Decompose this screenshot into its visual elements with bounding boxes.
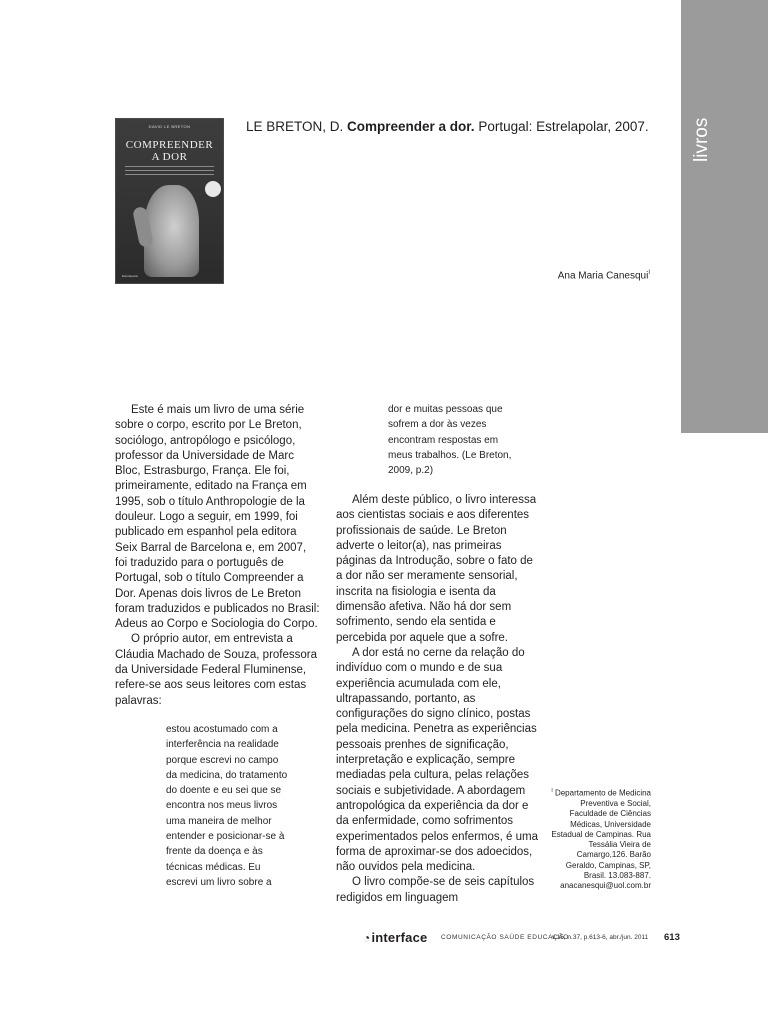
section-tab xyxy=(681,0,768,433)
book-cover-image xyxy=(115,118,224,284)
journal-logo: ◔interface xyxy=(363,930,428,945)
cover-publisher: Estrelapolar xyxy=(122,274,139,278)
paragraph: O livro compõe-se de seis capítulos redigidos em linguagem xyxy=(336,876,535,904)
issue-reference: v.15, n.37, p.613-6, abr./jun. 2011 xyxy=(552,934,649,941)
paragraph: Além deste público, o livro interessa aos cientistas sociais e aos diferentes profissionais de saúde. Le Breton adverte o leitor(a), nas primeiras páginas da Introdução, sobre o fato de a dor não ser meramente sensorial, inscrita na fisiologia e isenta da dimensão afetiva. Não há dor sem sofrimento, sendo ela sentida e percebida por aquele que a sofre. xyxy=(336,494,537,644)
block-quote-part-1: estou acostumado com a interferência na realidade porque escrevi no campo da medicina, do tratamento do doente e eu sei que se encontra nos meus livros uma maneira de melhor entender e posicionar-se à frente da doença e às técnicas médicas. Eu escrevi um livro sobre a xyxy=(166,724,288,888)
book-citation: LE BRETON, D. Compreender a dor. Portugal: Estrelapolar, 2007. xyxy=(246,119,649,134)
body-column-1 xyxy=(115,403,321,709)
journal-subtitle: COMUNICAÇÃO SAÚDE EDUCAÇÃO xyxy=(441,934,569,941)
cover-figure xyxy=(144,185,199,277)
cover-subtitle-line xyxy=(125,166,214,167)
cover-subtitle-line xyxy=(125,174,214,175)
cover-badge xyxy=(205,181,221,197)
paragraph: O próprio autor, em entrevista a Cláudia Machado de Souza, professora da Universidade Federal Fluminense, refere-se aos seus leitores com estas palavras: xyxy=(115,633,318,707)
body-column-2 xyxy=(336,493,540,906)
logo-icon: ◔ xyxy=(363,931,371,945)
paragraph: Este é mais um livro de uma série sobre o corpo, escrito por Le Breton, sociólogo, antropólogo e psicólogo, professor da Universidade de Marc Bloc, Estrasburgo, França. Ele foi, primeiramente, editado na França em 1995, sob o título Anthropologie de la douleur. Logo a seguir, em 1999, foi publicado em espanhol pela editora Seix Barral de Barcelona e, em 2007, foi traduzido para o português de Portugal, sob o título Compreender a Dor. Apenas dois livros de Le Breton foram traduzidos e publicados no Brasil: Adeus ao Corpo e Sociologia do Corpo. xyxy=(115,404,320,631)
author-footnote: $^I$ Departamento de Medicina Preventiva e Social, Faculdade de Ciências Médicas, Universidade Estadual de Campinas. Rua Tessália Vieira de Camargo,126. Barão Geraldo, Campinas, SP, Brasil. 13.083-887. anacanesqui@uol.com.br xyxy=(545,786,651,892)
author-email: anacanesqui@uol.com.br xyxy=(560,881,651,891)
cover-title: COMPREENDER A DOR xyxy=(125,139,214,163)
author-byline: Ana Maria Canesqui$^I$ xyxy=(557,270,650,282)
page-number: 613 xyxy=(664,932,680,943)
paragraph: A dor está no cerne da relação do indivíduo com o mundo e de sua experiência acumulada com ele, ultrapassando, portanto, as configurações do signo clínico, postas pela medicina. Penetra as experiências pessoais prenhes de significação, interpretação e explicação, sempre mediadas pela cultura, pelas relações sociais e subjetividade. A abordagem antropológica da experiência da dor e da enfermidade, como sofrimentos experimentados pelos enfermos, é uma forma de aproximar-se dos adoecidos, não ouvidos pela medicina. xyxy=(336,646,538,874)
cover-author: DAVID LE BRETON xyxy=(148,124,191,129)
footnote-mark: I xyxy=(648,270,650,276)
cover-subtitle-line xyxy=(125,170,214,171)
section-label: livros xyxy=(691,117,712,162)
block-quote-part-2: dor e muitas pessoas que sofrem a dor às vezes encontram respostas em meus trabalhos. (Le Breton, 2009, p.2) xyxy=(388,404,512,477)
